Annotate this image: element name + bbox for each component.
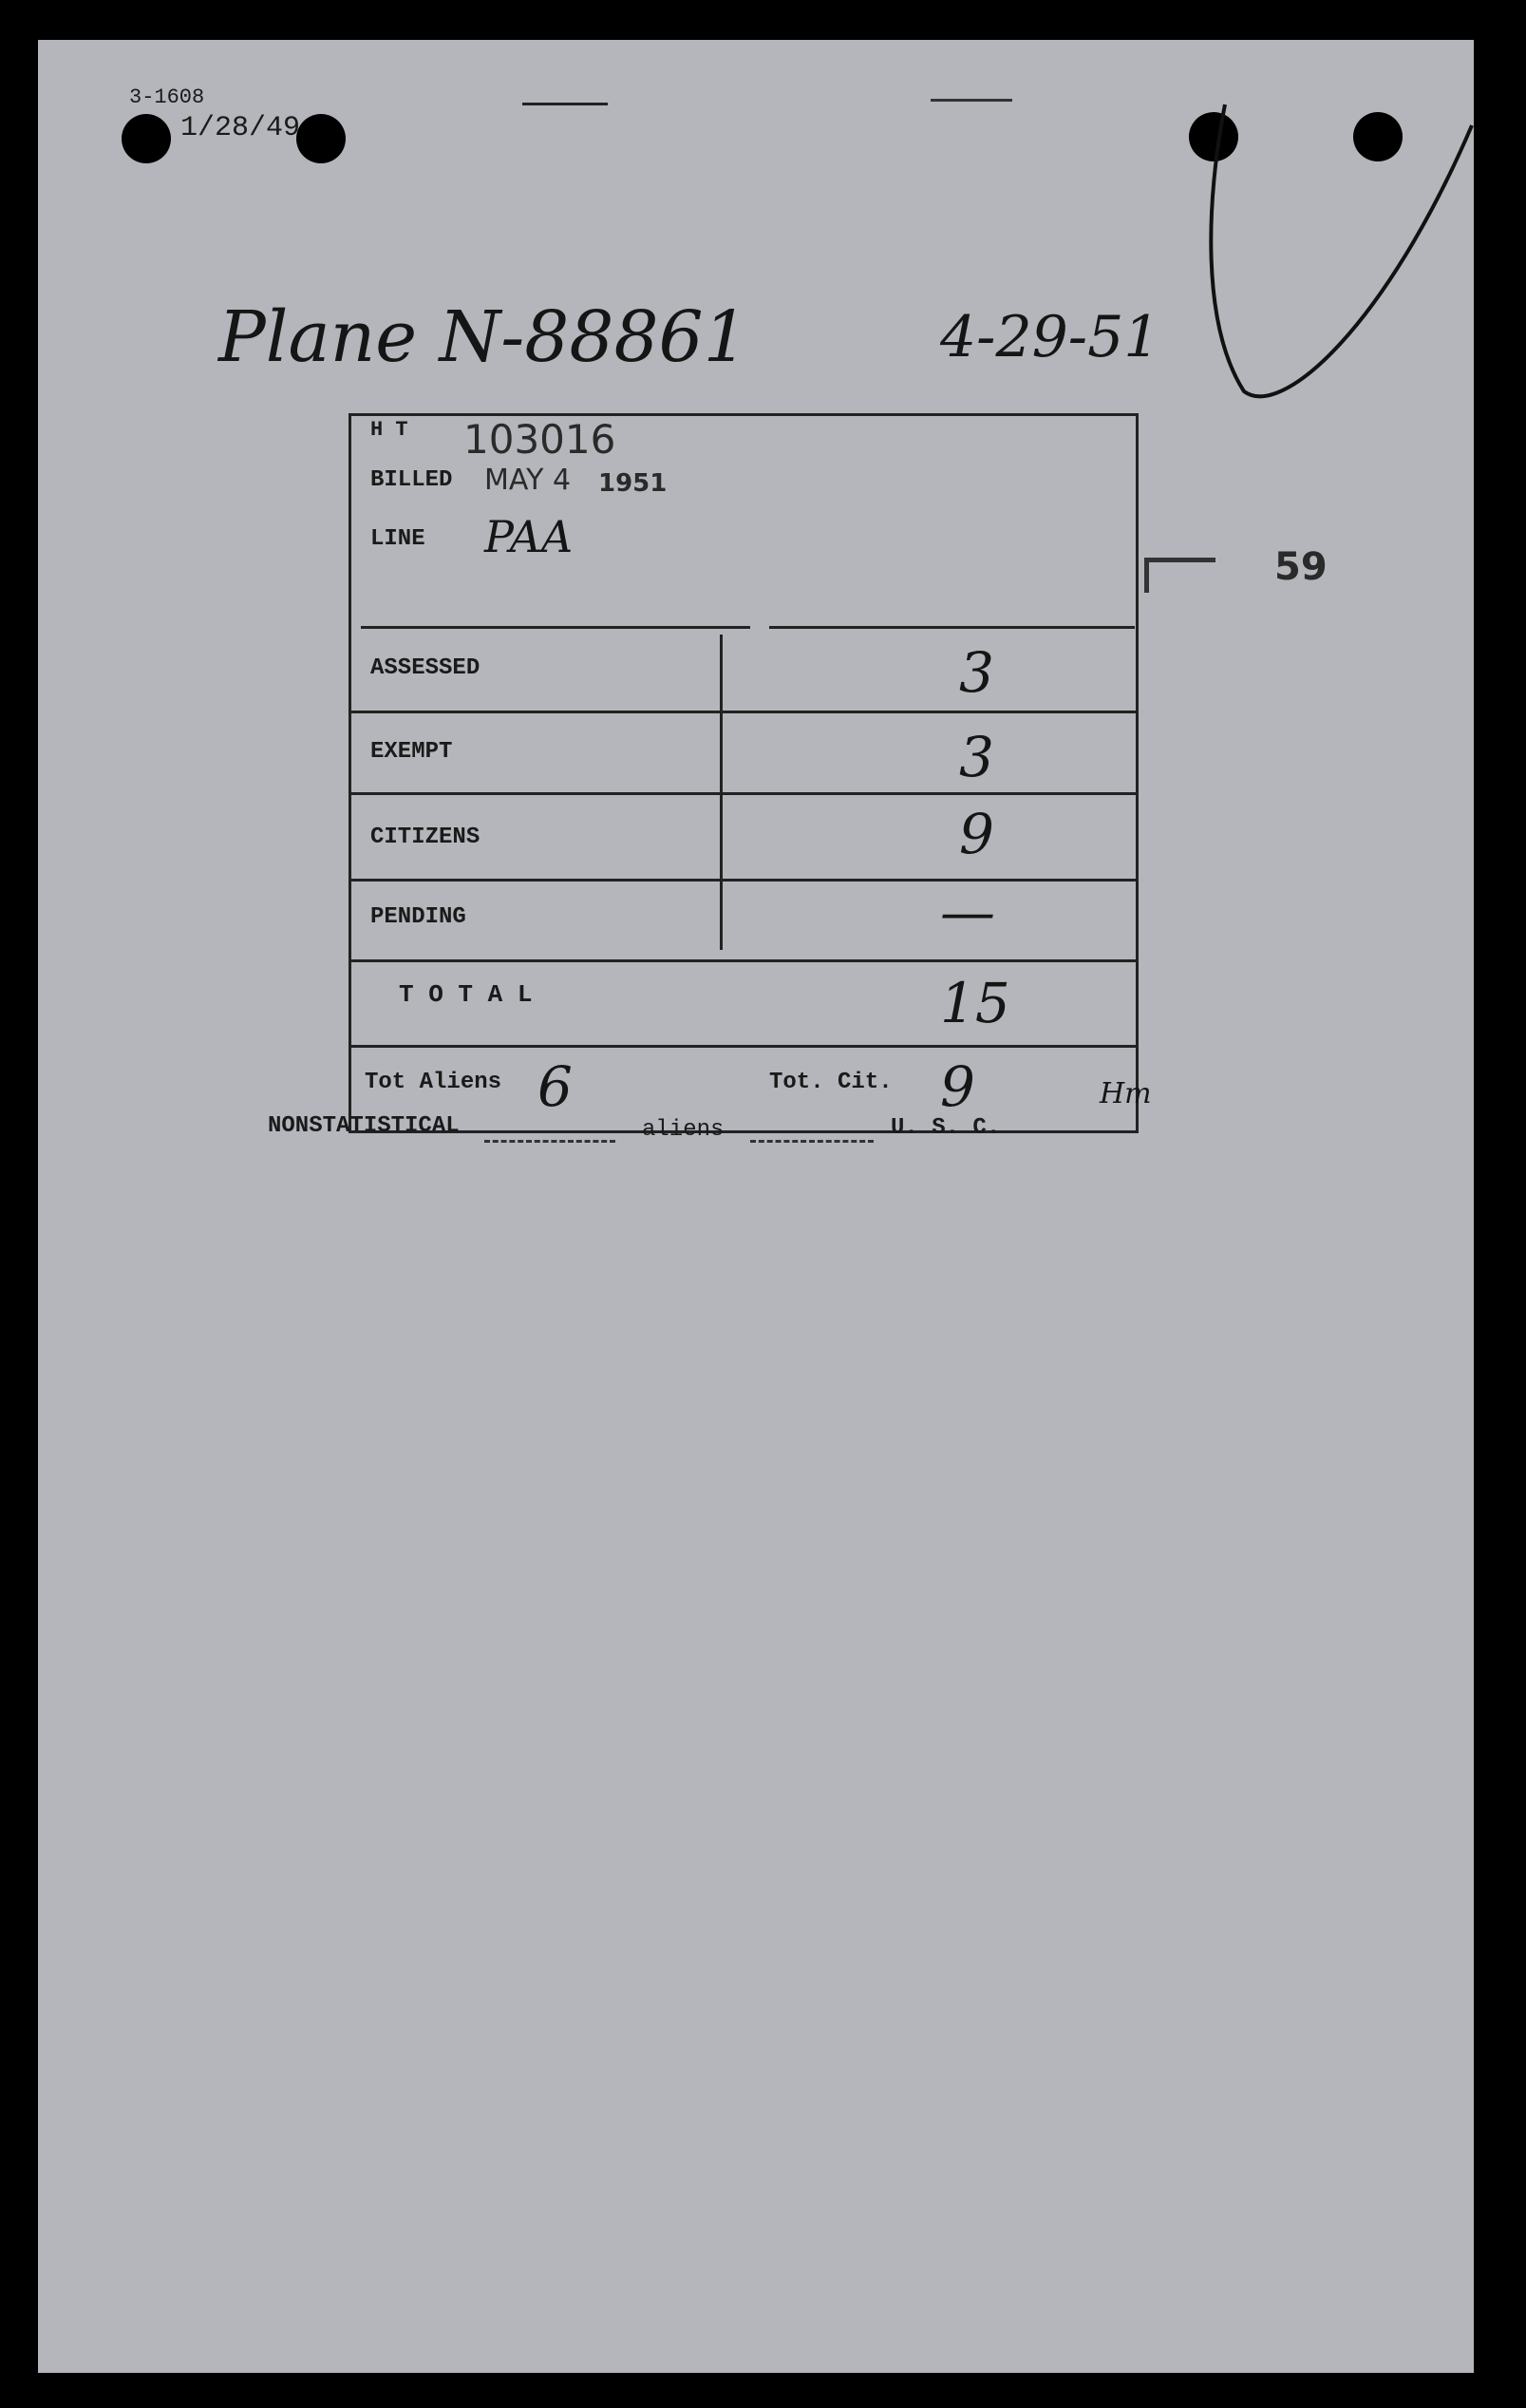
billed-label: BILLED — [370, 467, 453, 493]
usc-label: U. S. C. — [891, 1115, 1001, 1141]
aliens-label: aliens — [642, 1117, 725, 1143]
row-value-assessed: 3 — [959, 640, 994, 705]
total-label: T O T A L — [399, 980, 533, 1009]
document-page — [38, 40, 1474, 2373]
row-value-exempt: 3 — [959, 725, 994, 789]
row-label-pending: PENDING — [370, 904, 466, 930]
punch-hole-left-2 — [296, 114, 346, 163]
top-dash-mark — [522, 103, 608, 105]
row-label-citizens: CITIZENS — [370, 825, 480, 850]
row-value-citizens: 9 — [959, 802, 994, 866]
header-rule-right — [769, 626, 1135, 629]
row-rule — [351, 879, 1136, 882]
billed-date: MAY 4 — [484, 464, 572, 497]
row-rule — [351, 792, 1136, 795]
nonstatistical-blank-1 — [484, 1140, 615, 1143]
total-value: 15 — [940, 971, 1010, 1035]
row-label-exempt: EXEMPT — [370, 739, 453, 765]
row-label-assessed: ASSESSED — [370, 655, 480, 681]
ht-label: H T — [370, 418, 408, 442]
line-label: LINE — [370, 526, 425, 552]
row-rule — [351, 1045, 1136, 1048]
form-revision: 1/28/49 — [180, 112, 301, 144]
side-stamp-number: 59 — [1274, 545, 1328, 589]
form-number: 3-1608 — [129, 85, 205, 109]
plane-number: Plane N-88861 — [218, 296, 748, 378]
ht-number: 103016 — [463, 416, 616, 463]
header-rule-left — [361, 626, 750, 629]
tot-cit-value: 9 — [940, 1054, 975, 1119]
row-rule — [351, 711, 1136, 713]
line-value: PAA — [484, 511, 574, 562]
nonstatistical-blank-2 — [750, 1140, 874, 1143]
tot-cit-label: Tot. Cit. — [769, 1070, 893, 1095]
count-table — [349, 413, 1139, 1133]
side-stamp-mark — [1144, 558, 1215, 593]
tot-aliens-value: 6 — [537, 1054, 573, 1119]
row-value-pending: — — [940, 880, 995, 944]
initials: Hm — [1100, 1077, 1152, 1110]
top-dash-mark-2 — [931, 99, 1012, 102]
check-mark-icon — [1168, 87, 1491, 410]
nonstatistical-label: NONSTATISTICAL — [268, 1113, 460, 1139]
tot-aliens-label: Tot Aliens — [365, 1070, 502, 1095]
punch-hole-left — [122, 114, 171, 163]
flight-date: 4-29-51 — [940, 304, 1160, 370]
row-rule — [351, 959, 1136, 962]
billed-year: 1951 — [598, 469, 668, 498]
